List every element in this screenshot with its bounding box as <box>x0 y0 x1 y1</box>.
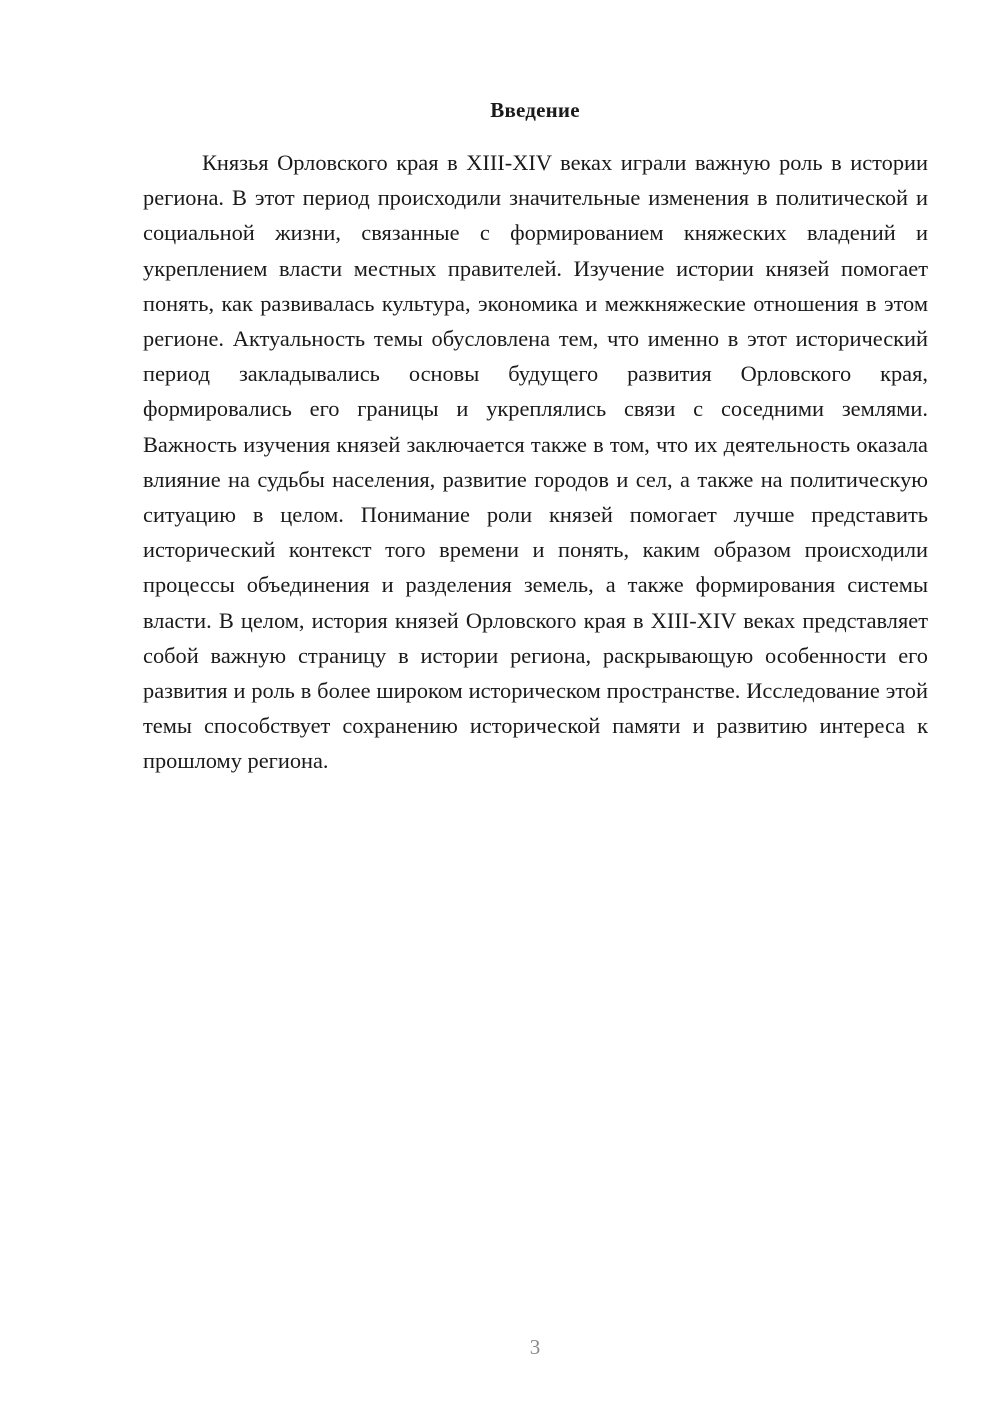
body-paragraph: Князья Орловского края в XIII-XIV веках играли важную роль в истории региона. В этот период происходили значительные изменения в политической и социальной жизни, связанные с формированием княжеских владений и укреплением власти местных правителей. Изучение истории князей помогает понять, как развивалась культура, экономика и межкняжеские отношения в этом регионе. Актуальность темы обусловлена тем, что именно в этот исторический период закладывались основы будущего развития Орловского края, формировались его границы и укреплялись связи с соседними землями. Важность изучения князей заключается также в том, что их деятельность оказала влияние на судьбы населения, развитие городов и сел, а также на политическую ситуацию в целом. Понимание роли князей помогает лучше представить исторический контекст того времени и понять, каким образом происходили процессы объединения и разделения земель, а также формирования системы власти. В целом, история князей Орловского края в XIII-XIV веках представляет собой важную страницу в истории региона, раскрывающую особенности его развития и роль в более широком историческом пространстве. Исследование этой темы способствует сохранению исторической памяти и развитию интереса к прошлому региона. <box>143 150 928 774</box>
page-number: 3 <box>529 1335 541 1359</box>
page-title: Введение <box>490 98 580 122</box>
